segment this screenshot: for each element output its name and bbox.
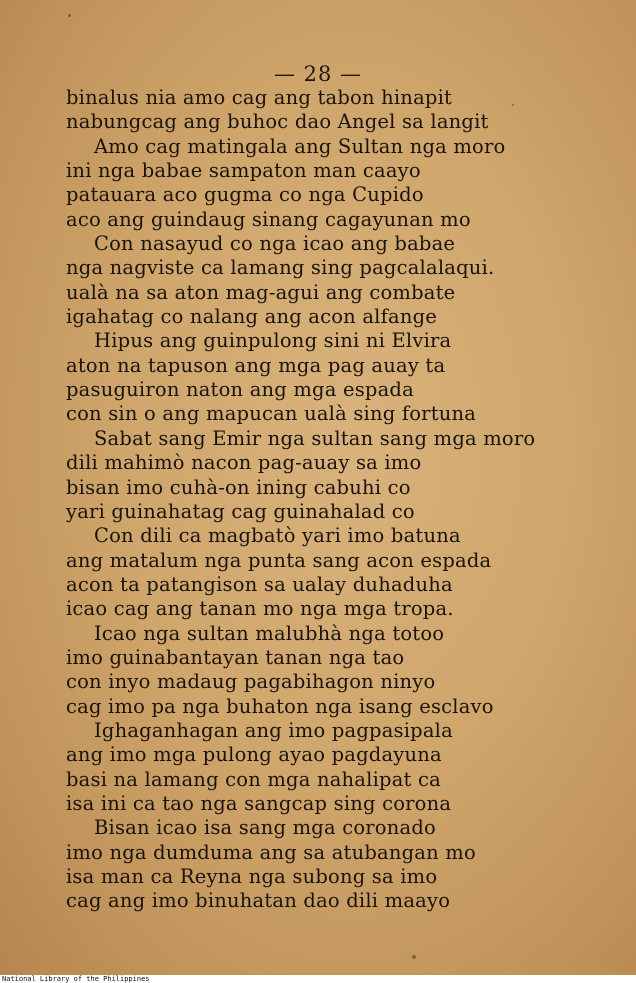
verse-line: icao cag ang tanan mo nga mga tropa. xyxy=(66,597,454,621)
ink-speck xyxy=(412,955,416,959)
verse-line: isa man ca Reyna nga subong sa imo xyxy=(66,865,438,888)
page-number: — 28 — xyxy=(273,62,363,86)
verse-line: Hipus ang guinpulong sini ni Elvira xyxy=(94,329,452,353)
verse-line: nabungcag ang buhoc dao Angel sa langit xyxy=(66,110,489,134)
verse-line: cag ang imo binuhatan dao dili maayo xyxy=(66,889,451,913)
verse-line: con inyo madaug pagabihagon ninyo xyxy=(66,670,436,694)
verse-line: Con dili ca magbatò yari imo batuna xyxy=(94,524,461,548)
verse-line: ualà na sa aton mag-agui ang combate xyxy=(66,280,456,304)
verse-line: con sin o ang mapucan ualà sing fortuna xyxy=(66,402,477,426)
verse-line: nga nagviste ca lamang sing pagcalalaqui. xyxy=(66,256,495,280)
verse-line: aton na tapuson ang mga pag auay ta xyxy=(66,353,446,377)
verse-block xyxy=(66,86,566,914)
verse-line: igahatag co nalang ang acon alfange xyxy=(66,305,438,329)
verse-line: Sabat sang Emir nga sultan sang mga moro xyxy=(94,426,536,450)
verse-line: Icao nga sultan malubhà nga totoo xyxy=(94,621,445,645)
verse-line: Bisan icao isa sang mga coronado xyxy=(94,816,436,840)
verse-line: yari guinahatag cag guinahalad co xyxy=(66,499,415,523)
verse-line: pasuguiron naton ang mga espada xyxy=(66,378,414,402)
verse-line: dili mahimò nacon pag-auay sa imo xyxy=(66,451,422,475)
footer-credit: National Library of the Philippines xyxy=(2,975,150,983)
verse-line: imo nga dumduma ang sa atubangan mo xyxy=(66,840,476,864)
verse-line: imo guinabantayan tanan nga tao xyxy=(66,645,405,669)
verse-line: ang matalum nga punta sang acon espada xyxy=(66,548,492,572)
ink-speck xyxy=(512,104,514,106)
verse-line: isa ini ca tao nga sangcap sing corona xyxy=(66,791,452,815)
verse-line: basi na lamang con mga nahalipat ca xyxy=(66,767,441,791)
verse-line: aco ang guindaug sinang cagayunan mo xyxy=(66,207,471,231)
verse-line: ang imo mga pulong ayao pagdayuna xyxy=(66,743,442,767)
verse-line: patauara aco gugma co nga Cupido xyxy=(66,183,424,207)
verse-line: Ighaganhagan ang imo pagpasipala xyxy=(94,718,453,742)
ink-speck xyxy=(68,14,71,17)
verse-line: ini nga babae sampaton man caayo xyxy=(66,159,421,183)
verse-line: cag imo pa nga buhaton nga isang esclavo xyxy=(66,694,494,718)
verse-line: acon ta patangison sa ualay duhaduha xyxy=(66,572,453,596)
verse-line: binalus nia amo cag ang tabon hinapit xyxy=(66,86,453,109)
verse-line: bisan imo cuhà-on ining cabuhi co xyxy=(66,475,411,499)
verse-line: Con nasayud co nga icao ang babae xyxy=(94,232,456,256)
verse-line: Amo cag matingala ang Sultan nga moro xyxy=(94,134,506,158)
